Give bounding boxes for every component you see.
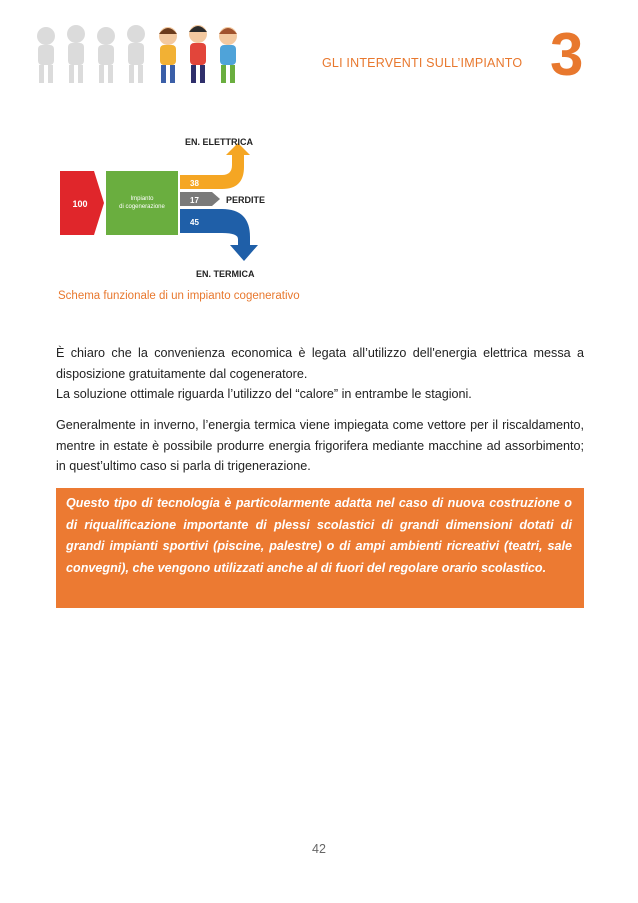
plant-label-line2: di cogenerazione	[119, 204, 165, 210]
losses-value: 17	[190, 196, 199, 205]
losses-label: PERDITE	[226, 195, 266, 205]
plant-box	[106, 171, 178, 235]
chapter-number: 3	[550, 21, 584, 88]
figure-caption: Schema funzionale di un impianto cogenerativo	[58, 290, 300, 302]
paragraph-3: Generalmente in inverno, l’energia termica viene impiegata come vettore per il riscaldamento, mentre in estate è possibile produrre energia frigorifera mediante macchine ad assorbimento; in quest’ultimo caso si parla di trigenerazione.	[56, 418, 584, 474]
callout-text: Questo tipo di tecnologia è particolarmente adatta nel caso di nuova costruzione o di riqualificazione importante di plessi scolastici di grandi dimensioni dotati di grandi impianti sportivi (piscine, palestre) o di ampi ambienti ricreativi (teatri, sale convegni), che vengono utilizzati anche al di fuori del regolare orario scolastico.	[66, 496, 572, 576]
thermal-arrow	[180, 209, 258, 261]
page-number: 42	[312, 842, 326, 856]
chapter-title: GLI INTERVENTI SULL’IMPIANTO	[322, 56, 523, 70]
input-value: 100	[72, 199, 88, 209]
cogeneration-diagram	[60, 133, 280, 280]
paragraph-1: È chiaro che la convenienza economica è legata all’utilizzo dell'energia elettrica messa a disposizione gratuitamente dal cogeneratore.	[56, 346, 584, 381]
thermal-label: EN. TERMICA	[196, 269, 255, 279]
paragraph-2: La soluzione ottimale riguarda l’utilizzo del “calore” in entrambe le stagioni.	[56, 387, 472, 401]
highlight-callout	[56, 488, 584, 608]
electric-value: 38	[190, 179, 199, 188]
children-illustration	[28, 22, 258, 90]
thermal-value: 45	[190, 218, 199, 227]
electric-label: EN. ELETTRICA	[185, 137, 254, 147]
losses-arrow	[180, 192, 220, 206]
plant-label-line1: Impianto	[130, 196, 154, 202]
